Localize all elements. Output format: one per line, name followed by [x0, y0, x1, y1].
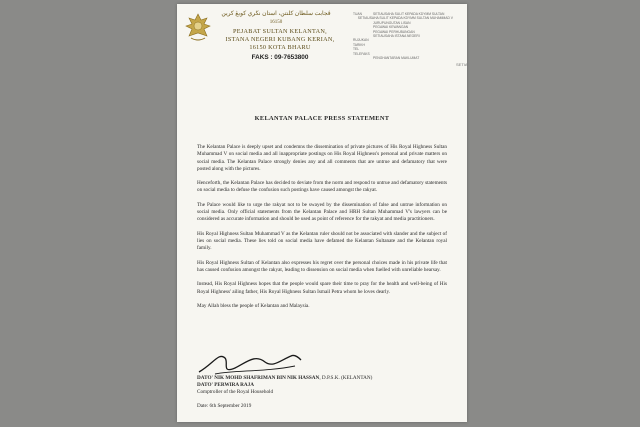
signer-block: [197, 375, 447, 397]
fax-number: FAKS : 09-7653800: [251, 54, 309, 61]
reference-key: TEL: [353, 47, 360, 52]
statement-paragraph: His Royal Highness Sultan of Kelantan also expresses his regret over the personal choices made in his private life that has caused confusion amongst the rakyat, leading to dissension on social media when fuelled with unreliable hearsay.: [197, 259, 447, 273]
signer-name: DATO' NIK MOHD SHAFRIMAN BIN NIK HASSAN: [197, 375, 320, 381]
statement-body: [197, 144, 447, 318]
statement-paragraph: May Allah bless the people of Kelantan and Malaysia.: [197, 303, 310, 310]
reference-value: PENGHANTARAN MAKLUMAT: [373, 56, 420, 61]
signer-honorific: , D.P.S.K. (KELANTAN): [319, 375, 373, 381]
reference-value: SETIAUSAHA ISTANA NEGERI: [373, 34, 420, 39]
signer-role: Comptroller of the Royal Household: [197, 389, 274, 396]
reference-key: RUJUKAN: [353, 38, 369, 43]
statement-paragraph: The Kelantan Palace is deeply upset and condemns the dissemination of private pictures of His Royal Highness Sultan Muhammad V on social media and all inappropriate postings on His Royal Highness's personal and private matters on social media. The Kelantan Palace strongly denies any and all comments that are untrue and defamatory that were posted along with the pictures.: [197, 144, 447, 172]
statement-paragraph: Instead, His Royal Highness hopes that the people would spare their time to pray for the health and well-being of His Royal Highness' ailing father, His Royal Highness Sultan Ismail Petra whom he loves dearly.: [197, 281, 447, 295]
statement-paragraph: Henceforth, the Kelantan Palace has decided to deviate from the norm and respond to untrue and defamatory statements on social media to defuse the confusion such postings have caused amongst the rakyat.: [197, 180, 447, 194]
office-line-2: ISTANA NEGERI KUBANG KERIAN,: [225, 36, 335, 43]
postcode-top: 16150: [269, 20, 283, 25]
office-address: [215, 28, 345, 52]
statement-paragraph: His Royal Highness Sultan Muhammad V as the Kelantan ruler should not be associated with slander and the subject of lies on social media. These lies told on social media have defamed the Kelantan Sultanate and the Kelantan royal family.: [197, 230, 447, 252]
signer-title: DATO' PERWIRA RAJA: [197, 382, 254, 389]
statement-title: KELANTAN PALACE PRESS STATEMENT: [254, 115, 390, 122]
reference-key: TELEFAKS: [353, 51, 370, 56]
reference-value: SETIAUSAHA SULIT KEPADA KDYMM SULTAN: [373, 12, 445, 16]
jawi-heading: ڤجابت سلطان كلنتن، استان نڬري كوبڠ كرين: [221, 11, 331, 17]
reference-table: [353, 12, 453, 60]
office-line-1: PEJABAT SULTAN KELANTAN,: [232, 28, 328, 35]
reference-key: TUAN: [353, 12, 362, 16]
press-statement-letter: [177, 4, 467, 422]
reference-value: PEGAWAI PERHUBUNGAN: [373, 29, 415, 34]
reference-value: JURUPUNGUTAN LISAN: [373, 20, 411, 25]
statement-paragraph: The Palace would like to urge the rakyat not to be swayed by the dissemination of false and untrue information on social media. Only official statements from the Kelantan Palace and HRH Sultan Muhammad V's lawyers can be considered as accurate information and should be used as point of reference for the rakyat and media practitioners.: [197, 201, 447, 223]
statement-date: Date: 6th September 2019: [197, 403, 252, 409]
office-line-3: 16150 KOTA BHARU: [249, 44, 311, 51]
reference-row: [353, 56, 453, 60]
side-mark: SETIA: [456, 62, 468, 67]
reference-value: SETIAUSAHA SULIT KEPADA KDYMM SULTAN MUHAMMAD V: [357, 16, 453, 21]
royal-crest-icon: [183, 12, 213, 44]
reference-value: PEGAWAI KEWANGAN: [373, 25, 409, 30]
reference-key: TARIKH: [353, 42, 365, 47]
reference-key: [353, 56, 373, 60]
